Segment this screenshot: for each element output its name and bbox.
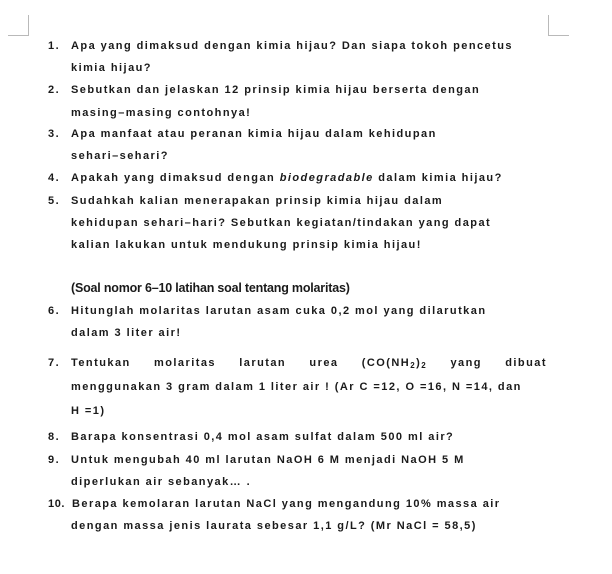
question-text-line: H =1): [71, 405, 106, 417]
question-text-line: Sebutkan dan jelaskan 12 prinsip kimia hijau berserta dengan: [71, 84, 481, 96]
page-corner-mark-top-left: [8, 15, 29, 36]
chemical-formula: [362, 357, 427, 370]
question-text-line: kimia hijau?: [71, 62, 152, 74]
formula-part: (CO(NH: [361, 357, 411, 369]
question-number: 2.: [48, 84, 61, 96]
word: yang: [450, 357, 482, 369]
question-text-line: menggunakan 3 gram dalam 1 liter air ! (Ar C =12, O =16, N =14, dan: [71, 381, 522, 393]
question-text-line: dalam 3 liter air!: [71, 327, 182, 339]
question-text-line: [71, 357, 547, 370]
word: dibuat: [505, 357, 547, 369]
question-text: Apakah yang dimaksud dengan: [71, 172, 280, 184]
section-heading: (Soal nomor 6–10 latihan soal tentang molaritas): [71, 281, 350, 295]
question-text-line: dengan massa jenis laurata sebesar 1,1 g/L? (Mr NaCl = 58,5): [71, 520, 477, 532]
question-number: 9.: [48, 454, 61, 466]
question-number: 1.: [48, 40, 61, 52]
question-text-line: Berapa kemolaran larutan NaCl yang mengandung 10% massa air: [72, 498, 501, 510]
italic-term: biodegradable: [279, 172, 374, 184]
question-text-line: Apa yang dimaksud dengan kimia hijau? Dan siapa tokoh pencetus: [71, 40, 513, 52]
question-number: 6.: [48, 305, 61, 317]
formula-subscript: 2: [421, 361, 428, 370]
question-number: 4.: [48, 172, 61, 184]
word: Tentukan: [71, 357, 131, 369]
question-text-line: kalian lakukan untuk mendukung prinsip kimia hijau!: [71, 239, 422, 251]
word: urea: [309, 357, 339, 369]
question-number: 5.: [48, 195, 61, 207]
formula-subscript: 2: [410, 361, 417, 370]
question-text-line: masing–masing contohnya!: [71, 107, 252, 119]
formula-part: ): [416, 357, 422, 369]
question-text-line: [71, 172, 503, 184]
question-text-line: Untuk mengubah 40 ml larutan NaOH 6 M menjadi NaOH 5 M: [71, 454, 465, 466]
word: molaritas: [154, 357, 216, 369]
question-text: dalam kimia hijau?: [373, 172, 503, 184]
question-number: 8.: [48, 431, 61, 443]
page-corner-mark-top-right: [548, 15, 569, 36]
question-number: 3.: [48, 128, 61, 140]
question-text-line: Apa manfaat atau peranan kimia hijau dalam kehidupan: [71, 128, 437, 140]
question-text-line: diperlukan air sebanyak… .: [71, 476, 252, 488]
question-text-line: sehari–sehari?: [71, 150, 169, 162]
question-text-line: kehidupan sehari–hari? Sebutkan kegiatan/tindakan yang dapat: [71, 217, 492, 229]
question-number: 7.: [48, 357, 61, 369]
word: larutan: [239, 357, 287, 369]
question-text-line: Barapa konsentrasi 0,4 mol asam sulfat dalam 500 ml air?: [71, 431, 455, 443]
question-number: 10.: [48, 498, 66, 510]
question-text-line: Sudahkah kalian menerapakan prinsip kimia hijau dalam: [71, 195, 444, 207]
question-text-line: Hitunglah molaritas larutan asam cuka 0,2 mol yang dilarutkan: [71, 305, 487, 317]
